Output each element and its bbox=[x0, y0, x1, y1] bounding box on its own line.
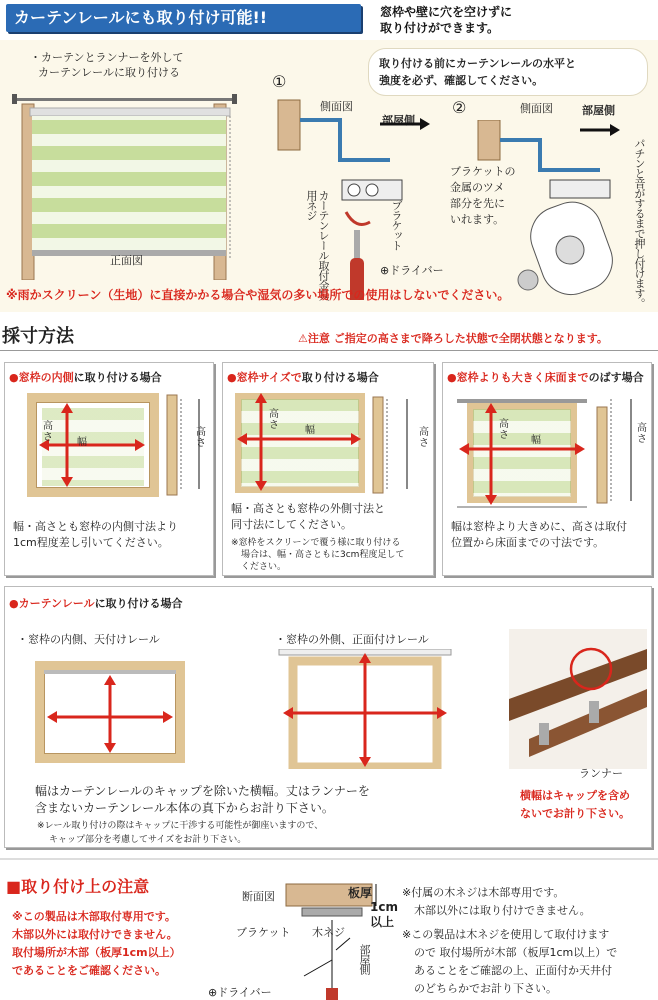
rail-option-inside: ・窓枠の内側、天付けレール bbox=[17, 633, 160, 646]
panel3-heading: ●窓枠よりも大きく床面までのばす場合 bbox=[447, 371, 644, 384]
front-view-label: 正面図 bbox=[110, 254, 143, 267]
runner-label: ランナー bbox=[579, 767, 623, 780]
step2-number: ② bbox=[452, 98, 467, 117]
panel1-width: 幅 bbox=[77, 437, 87, 448]
rain-warning: ※雨かスクリーン（生地）に直接かかる場合や湿気の多い場所での使用はしないでください。 bbox=[6, 288, 510, 302]
panel2-height: 高さ bbox=[269, 409, 279, 431]
panel1-height: 高さ bbox=[43, 421, 53, 443]
divider bbox=[0, 350, 658, 351]
curtain-rail bbox=[14, 98, 234, 101]
wood-screw-label: 木ネジ bbox=[312, 926, 345, 939]
panel1-desc: 幅・高さとも窓枠の内側寸法より 1cm程度差し引いてください。 bbox=[13, 520, 178, 549]
front-view-illustration bbox=[8, 80, 260, 280]
caution-icon: ⚠注意 bbox=[298, 332, 330, 345]
panel2-width: 幅 bbox=[305, 425, 315, 436]
rail-note: ※レール取り付けの際はキャップに干渉する可能性が御座いますので、 キャップ部分を考慮してサイズをお計り下さい。 bbox=[37, 821, 324, 845]
panel3-side-diagram bbox=[593, 393, 649, 509]
panel1-side-height: 高さ bbox=[196, 427, 206, 449]
panel3-arrows bbox=[457, 393, 589, 509]
panel-inside-frame bbox=[4, 362, 214, 576]
bottom-title: ■取り付け上の注意 bbox=[6, 877, 150, 896]
wall-block bbox=[278, 100, 300, 150]
claw-line2: 金属のツメ bbox=[450, 181, 505, 194]
bottom-notes: ※付属の木ネジは木部専用です。 木部以外には取り付けできません。 ※この製品は木ネジを使用して取付けます ので 取付場所が木部（板厚1cm以上）で あることをご確認の上、正面付か天井付 のどちらかでお計り下さい。 bbox=[402, 886, 618, 995]
step2-room-side: 部屋側 bbox=[582, 104, 615, 117]
claw-line1: ブラケットの bbox=[450, 165, 516, 178]
header-subtitle bbox=[380, 4, 650, 36]
panel3-height: 高さ bbox=[499, 419, 509, 441]
rail-cap-right bbox=[232, 94, 237, 104]
panel1-arrows bbox=[27, 393, 159, 497]
caution-text: ご指定の高さまで降ろした状態で全閉状態となります。 bbox=[333, 332, 608, 345]
header-subtitle-line2: 取り付けができます。 bbox=[380, 21, 500, 35]
caution-line bbox=[298, 330, 608, 346]
panel-frame-size bbox=[222, 362, 434, 576]
panel2-arrows bbox=[235, 393, 367, 497]
panel-rail bbox=[4, 586, 652, 848]
bracket-clamp bbox=[342, 180, 402, 200]
panel-to-floor bbox=[442, 362, 652, 576]
rail-mount-section bbox=[0, 40, 658, 312]
rail-inside-arrows bbox=[35, 661, 185, 763]
check-bubble bbox=[368, 48, 648, 96]
rail-red-note: 横幅はキャップを含め ないでお計り下さい。 bbox=[520, 789, 630, 820]
thickness-label: 板厚 bbox=[348, 886, 373, 900]
claw-line3: 部分を先に bbox=[450, 197, 505, 210]
measure-title: 採寸方法 bbox=[2, 326, 74, 347]
header-subtitle-line1: 窓枠や壁に穴を空けずに bbox=[380, 5, 513, 19]
bubble-line2: 強度を必ず、確認してください。 bbox=[379, 74, 544, 87]
panel2-desc: 幅・高さとも窓枠の外側寸法と 同寸法にしてください。 bbox=[231, 502, 385, 531]
panel1-heading: ●窓枠の内側に取り付ける場合 bbox=[9, 371, 162, 384]
bracket-label-2: ブラケット bbox=[236, 926, 291, 939]
bottom-red-note: ※この製品は木部取付専用です。 木部以外には取付けできません。 取付場所が木部（板厚1cm以上） であることをご確認ください。 bbox=[12, 910, 181, 977]
panel2-note: ※窓枠をスクリーンで覆う様に取り付ける 場合は、幅・高さともに3cm程度足して ください。 bbox=[231, 538, 405, 572]
screen-blind bbox=[30, 108, 230, 256]
rail-photo-drawing bbox=[509, 629, 647, 769]
mounting-caution-section bbox=[0, 858, 658, 1000]
step2-side-view: 側面図 bbox=[520, 102, 553, 115]
rail-note-line1: ・カーテンとランナーを外して bbox=[30, 51, 184, 64]
rotate-arrow bbox=[346, 212, 370, 224]
rail-option-outside: ・窓枠の外側、正面付けレール bbox=[275, 633, 429, 646]
measure-section bbox=[0, 316, 658, 856]
rail-bracket bbox=[300, 120, 390, 160]
panel2-side-height: 高さ bbox=[419, 427, 429, 449]
rail-note-line2: カーテンレールに取り付ける bbox=[38, 66, 180, 79]
rail-heading: ●カーテンレールに取り付ける場合 bbox=[9, 597, 183, 610]
rail-note bbox=[30, 50, 183, 80]
rail-photo bbox=[509, 629, 647, 769]
panel3-width: 幅 bbox=[531, 435, 541, 446]
panel3-desc: 幅は窓枠より大きめに、高さは取付 位置から床面までの寸法です。 bbox=[451, 520, 627, 549]
thickness-value: 1cm 以上 bbox=[370, 900, 398, 929]
bubble-line1: 取り付ける前にカーテンレールの水平と bbox=[379, 57, 576, 70]
claw-note bbox=[450, 164, 515, 228]
step1-number: ① bbox=[272, 72, 287, 91]
driver-label-2: ⊕ドライバー bbox=[208, 986, 272, 999]
panel2-heading: ●窓枠サイズで取り付ける場合 bbox=[227, 371, 379, 384]
header bbox=[0, 0, 658, 44]
rail-desc: 幅はカーテンレールのキャップを除いた横幅。丈はランナーを 含まないカーテンレール本体の真下からお計り下さい。 bbox=[35, 784, 370, 815]
driver-label-1: ⊕ドライバー bbox=[380, 264, 444, 277]
step1-room-side: 部屋側 bbox=[382, 114, 415, 127]
room-side-label: 部屋側 bbox=[358, 944, 371, 974]
header-title: カーテンレールにも取り付け可能!! bbox=[6, 4, 361, 32]
section-view-label: 断面図 bbox=[242, 890, 275, 903]
claw-line4: いれます。 bbox=[450, 213, 505, 226]
bracket-label-1: ブラケット bbox=[390, 200, 403, 250]
rail-cap-left bbox=[12, 94, 17, 104]
push-label: パチンと音がするまで押し付けます。 bbox=[633, 138, 646, 308]
screw-label: カーテンレール取付金具用ネジ bbox=[305, 190, 330, 300]
step1-side-view: 側面図 bbox=[320, 100, 353, 113]
driver-handle bbox=[326, 988, 338, 1000]
rail-outside-illustration bbox=[275, 649, 455, 769]
panel3-side-height: 高さ bbox=[637, 423, 647, 445]
